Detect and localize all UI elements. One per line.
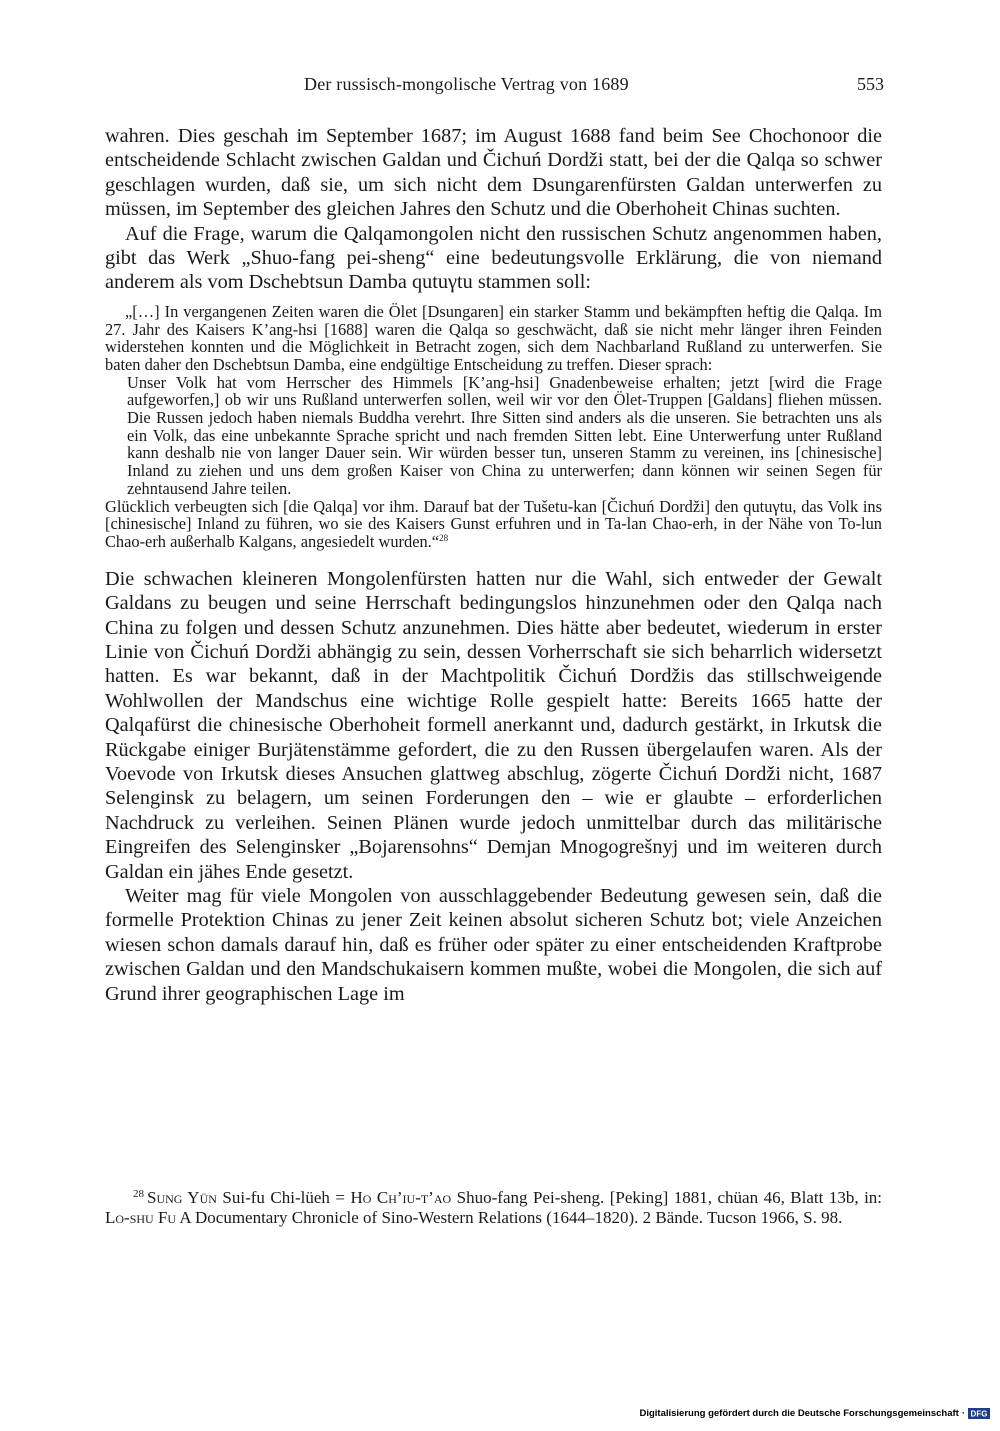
running-header: [108, 74, 884, 102]
footnote-author-1: Sung Yün: [147, 1188, 217, 1207]
quote-intro: „[…] In vergangenen Zeiten waren die Ölet [Dsungaren] ein starker Stamm und bekämpften heftig die Qalqa. Im 27. Jahr des Kaisers K’ang-hsi [1688] waren die Qalqa so geschwächt, daß sie nicht mehr länger ihren Feinden widerstehen konnten und die Möglichkeit in Betracht zogen, sich dem Nachbarland Rußland zu unterwerfen. Sie baten daher den Dschebtsun Damba, eine endgültige Entscheidung zu treffen. Dieser sprach:: [105, 301, 882, 374]
footnote-work-1: Sui-fu Chi-lüeh =: [222, 1188, 345, 1207]
paragraph-2: Auf die Frage, warum die Qalqamongolen nicht den russischen Schutz angenommen haben, gibt das Werk „Shuo-fang pei-sheng“ eine bedeutungsvolle Erklärung, die von niemand anderem als vom Dschebtsun Damba qutuγtu stammen soll:: [105, 222, 882, 294]
dfg-logo-icon: [968, 1408, 990, 1419]
running-title: Der russisch-mongolische Vertrag von 1689: [304, 74, 629, 94]
paragraph-1: wahren. Dies geschah im September 1687; im August 1688 fand beim See Chochonoor die entscheidende Schlacht zwischen Galdan und Čichuń Dordži statt, bei der die Qalqa so schwer geschlagen wurden, daß sie, um sich nicht dem Dsungarenfürsten Galdan unterwerfen zu müssen, im September des gleichen Jahres den Schutz und die Oberhoheit Chinas suchten.: [105, 125, 882, 221]
footnote-author-2: Ho Ch’iu-t’ao: [350, 1188, 452, 1207]
quote-outro: Glücklich verbeugten sich [die Qalqa] vor ihm. Darauf bat der Tušetu-kan [Čichuń Dordži] den qutuγtu, das Volk ins [chinesische] Inland zu führen, wo sie des Kaisers Gunst erfuhren und in Ta-lan Chao-erh, in der Nähe von To-lun Chao-erh außerhalb Kalgans, angesiedelt wurden.“: [105, 496, 882, 551]
footnote-number: 28: [133, 1188, 144, 1200]
quote-outro-paragraph: [105, 498, 882, 551]
footnote-reference[interactable]: 28: [439, 532, 449, 543]
footnote-work-3: A Documentary Chronicle of Sino-Western Relations (1644–1820). 2 Bände. Tucson 1966, S. 98.: [179, 1207, 843, 1227]
footnote-author-3: Lo-shu Fu: [105, 1207, 177, 1227]
paragraph-4: Weiter mag für viele Mongolen von ausschlaggebender Bedeutung gewesen sein, daß die formelle Protektion Chinas zu jener Zeit keinen absolut sicheren Schutz bot; viele Anzeichen wiesen schon damals darauf hin, daß es früher oder später zu einer entscheidenden Kraftprobe zwischen Galdan und den Mandschukaisern kommen mußte, wobei die Mongolen, die sich auf Grund ihrer geographischen Lage im: [105, 884, 882, 1005]
page-number: 553: [857, 74, 884, 94]
dfg-logo-label: DFG: [970, 1409, 988, 1419]
footnote: [105, 1188, 882, 1227]
footnote-work-2: Shuo-fang Pei-sheng. [Peking] 1881, chüan 46, Blatt 13b, in:: [456, 1188, 883, 1207]
digitization-footer: [639, 1408, 990, 1419]
block-quote: [105, 303, 882, 551]
quote-speech: Unser Volk hat vom Herrscher des Himmels [K’ang-hsi] Gnadenbeweise erhalten; jetzt [wird die Frage aufgeworfen,] ob wir uns Rußland unterwerfen sollen, weil wir vor den Ölet-Truppen [Galdans] fliehen müssen. Die Russen jedoch haben niemals Buddha verehrt. Ihre Sitten sind anders als die unseren. Sie betrachten uns als ein Volk, das eine unbekannte Sprache spricht und nach fremden Sitten lebt. Eine Unterwerfung unter Rußland kann deshalb nie von langer Dauer sein. Wir würden besser tun, unseren Stamm zu vereinen, ins [chinesische] Inland zu ziehen und uns dem großen Kaiser von China zu unterwerfen; dann können wir seinen Segen für zehntausend Jahre teilen.: [127, 372, 882, 498]
paragraph-3: Die schwachen kleineren Mongolenfürsten hatten nur die Wahl, sich entweder der Gewalt Galdans zu beugen und seine Herrschaft bedingungslos hinzunehmen oder den Qalqa nach China zu folgen und dessen Schutz anzunehmen. Dies hätte aber bedeutet, wiederum in erster Linie von Čichuń Dordži abhängig zu sein, dessen Vorherrschaft sie sich beharrlich widersetzt hatten. Es war bekannt, daß in der Machtpolitik Čichuń Dordžis das stillschweigende Wohlwollen der Mandschus eine wichtige Rolle gespielt hatte: Bereits 1665 hatte der Qalqafürst die chinesische Oberhoheit formell anerkannt und, dadurch gestärkt, in Irkutsk die Rückgabe einiger Burjätenstämme gefordert, die zu den Russen übergelaufen waren. Als der Voevode von Irkutsk dieses Ansuchen glattweg abschlug, zögerte Čichuń Dordži nicht, 1687 Selenginsk zu belagern, um seinen Forderungen den – wie er glaubte – erforderlichen Nachdruck zu verleihen. Seinen Plänen wurde jedoch unmittelbar durch das militärische Eingreifen des Selenginsker „Bojarensohns“ Demjan Mnogogrešnyj und im weiteren durch Galdan ein jähes Ende gesetzt.: [105, 567, 882, 883]
main-text: [105, 124, 882, 1006]
footer-separator-dot: ·: [961, 1408, 965, 1419]
digitization-credit: Digitalisierung gefördert durch die Deutsche Forschungsgemeinschaft: [639, 1408, 959, 1419]
